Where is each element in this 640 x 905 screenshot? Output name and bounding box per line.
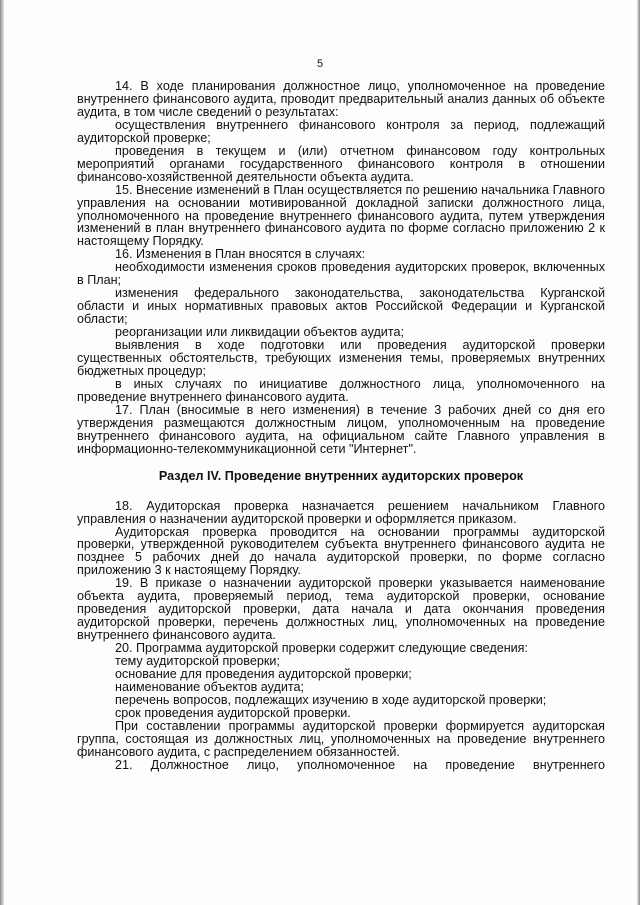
paragraph-20: 20. Программа аудиторской проверки содержит следующие сведения: [115, 641, 529, 656]
paragraph-14: 14. В ходе планирования должностное лицо, уполномоченное на проведение внутреннего финансового аудита, проводит предварительный анализ данных об объекте аудита, в том числе сведений о результатах: [77, 79, 605, 119]
paragraph-17: 17. План (вносимые в него изменения) в течение 3 рабочих дней со дня его утверждения размещаются должностным лицом, уполномоченным на проведение внутреннего финансового аудита, на официальном сайте Главного управления в информационно-телекоммуникационной сети "Интернет". [77, 402, 605, 456]
paragraph-21: 21. Должностное лицо, уполномоченное на проведение внутреннего [115, 757, 605, 772]
paragraph-18-part-2: Аудиторская проверка проводится на основании программы аудиторской проверки, утвержденной руководителем субъекта внутреннего финансового аудита не позднее 5 рабочих дней до начала аудиторской проверки, по форме согласно приложению 3 к настоящему Порядку. [77, 524, 605, 578]
paragraph-20-item-4: перечень вопросов, подлежащих изучению в ходе аудиторской проверки; [115, 692, 547, 707]
paragraph-16-item-1: необходимости изменения сроков проведения аудиторских проверок, включенных в План; [77, 260, 605, 288]
paragraph-16-item-3: реорганизации или ликвидации объектов аудита; [115, 325, 404, 340]
paragraph-14-item-2: проведения в текущем и (или) отчетном финансовом году контрольных мероприятий органами государственного финансового контроля в отношении финансово-хозяйственной деятельности объекта аудита. [77, 143, 605, 184]
paragraph-16: 16. Изменения в План вносятся в случаях: [115, 247, 366, 262]
document-body [77, 80, 605, 772]
paragraph-16-item-2: изменения федерального законодательства, законодательства Курганской области и иных нормативных правовых актов Российской Федерации и Курганской области; [77, 286, 605, 327]
paragraph-20-item-5: срок проведения аудиторской проверки. [115, 705, 351, 720]
paragraph-20-part-2: При составлении программы аудиторской проверки формируется аудиторская группа, состоящая из должностных лиц, уполномоченных на проведение внутреннего финансового аудита, с распределением обязанностей. [77, 718, 605, 759]
scan-edge-left [0, 0, 4, 905]
page-number: 5 [316, 58, 324, 70]
paragraph-16-item-4: выявления в ходе подготовки или проведения аудиторской проверки существенных обстоятельств, требующих изменения темы, проверяемых внутренних бюджетных процедур; [77, 338, 605, 378]
section-title: Раздел IV. Проведение внутренних аудиторских проверок [158, 468, 524, 483]
paragraph-15: 15. Внесение изменений в План осуществляется по решению начальника Главного управления на основании мотивированной докладной записки должностного лица, уполномоченного на проведение внутреннего финансового аудита, путем утверждения изменений в план внутреннего финансового аудита по форме согласно приложению 2 к настоящему Порядку. [77, 182, 605, 249]
paragraph-18: 18. Аудиторская проверка назначается решением начальником Главного управления о назначении аудиторской проверки и оформляется приказом. [77, 498, 605, 526]
paragraph-14-item-1: осуществления внутреннего финансового контроля за период, подлежащий аудиторской проверке; [77, 117, 605, 145]
paragraph-20-item-3: наименование объектов аудита; [115, 679, 305, 694]
paragraph-20-item-1: тему аудиторской проверки; [115, 654, 280, 669]
paragraph-19: 19. В приказе о назначении аудиторской проверки указывается наименование объекта аудита, проверяемый период, тема аудиторской проверки, основание проведения аудиторской проверки, дата начала и дата окончания проведения аудиторской проверки, перечень должностных лиц, уполномоченных на проведение внутреннего финансового аудита. [77, 576, 605, 643]
paragraph-20-item-2: основание для проведения аудиторской проверки; [115, 666, 412, 681]
paragraph-16-item-5: в иных случаях по инициативе должностного лица, уполномоченного на проведение внутреннего финансового аудита. [77, 376, 605, 404]
